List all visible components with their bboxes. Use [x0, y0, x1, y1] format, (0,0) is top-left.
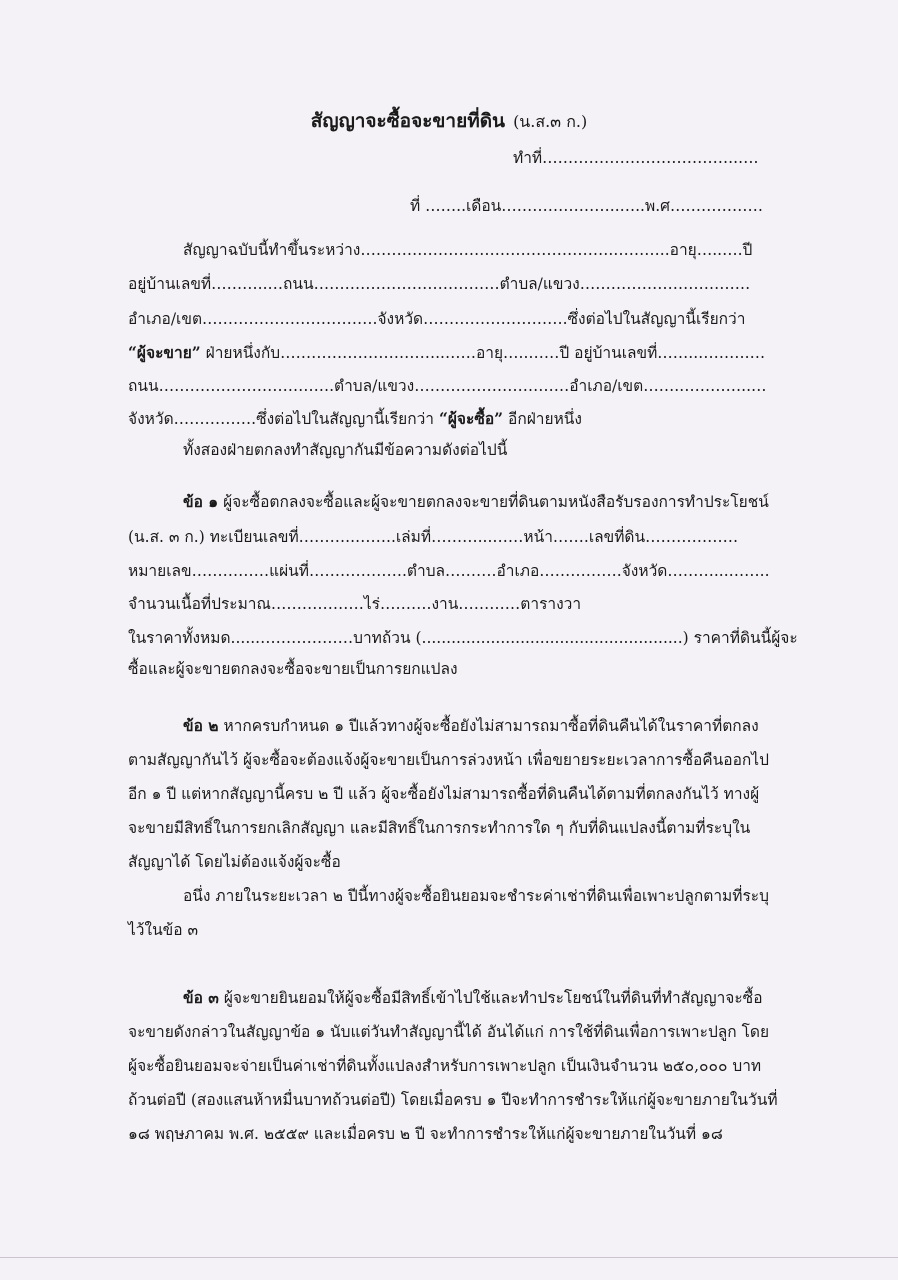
seller-line-rest: ฝ่ายหนึ่งกับ…………………………..……อายุ…..……ปี อยู่บ้านเลขที่……..……….…: [200, 344, 766, 362]
buyer-line: [128, 409, 582, 429]
title-text: สัญญาจะซื้อจะขายที่ดิน: [310, 110, 506, 132]
clause2-line: สัญญาได้ โดยไม่ต้องแจ้งผู้จะซื้อ: [128, 853, 341, 871]
clause3-line: ผู้จะซื้อยินยอมจะจ่ายเป็นค่าเช่าที่ดินทั้งแปลงสำหรับการเพาะปลูก เป็นเงินจำนวน ๒๕๐,๐๐๐ บาท: [128, 1057, 762, 1075]
clause3-heading: ข้อ ๓: [183, 988, 219, 1007]
clause1-line: ในราคาทั้งหมด......………………บาทถ้วน (.....................................................) ราคาที่ดินนี้ผู้จะ: [128, 629, 798, 647]
clause2-heading: ข้อ ๒: [183, 716, 219, 735]
clause1-first-text: ผู้จะซื้อตกลงจะซื้อและผู้จะขายตกลงจะขายที่ดินตามหนังสือรับรองการทำประโยชน์: [218, 493, 769, 511]
seller-term: “ผู้จะขาย”: [128, 343, 201, 362]
clause2-line: จะขายมีสิทธิ์ในการยกเลิกสัญญา และมีสิทธิ์ในการกระทำการใด ๆ กับที่ดินแปลงนี้ตามที่ระบุใน: [128, 819, 751, 837]
buyer-line-before: จังหวัด…………….ซึ่งต่อไปในสัญญานี้เรียกว่า: [128, 410, 439, 428]
clause3-line: ถ้วนต่อปี (สองแสนห้าหมื่นบาทถ้วนต่อปี) โดยเมื่อครบ ๑ ปีจะทำการชำระให้แก่ผู้จะขายภายในวันที่: [128, 1091, 778, 1109]
clause2-extra-first: อนึ่ง ภายในระยะเวลา ๒ ปีนี้ทางผู้จะซื้อยินยอมจะชำระค่าเช่าที่ดินเพื่อเพาะปลูกตามที่ระบุ: [183, 887, 769, 905]
document-title: [0, 108, 898, 135]
seller-line: [128, 343, 765, 363]
page-bottom-edge: [0, 1257, 898, 1258]
intro-line-1: สัญญาฉบับนี้ทำขึ้นระหว่าง………………………………………….………..อายุ…..….ปี: [183, 241, 753, 259]
date-line: ที่ ……..เดือน…………………..…..พ.ศ………………: [410, 197, 763, 215]
both-parties-line: ทั้งสองฝ่ายตกลงทำสัญญากันมีข้อความดังต่อไปนี้: [183, 441, 508, 459]
clause2-first-text: หากครบกำหนด ๑ ปีแล้วทางผู้จะซื้อยังไม่สามารถมาซื้อที่ดินคืนได้ในราคาที่ตกลง: [218, 717, 759, 735]
clause1-heading: ข้อ ๑: [183, 492, 219, 511]
buyer-term: “ผู้จะซื้อ”: [438, 409, 504, 428]
clause3-line: ๑๘ พฤษภาคม พ.ศ. ๒๕๕๙ และเมื่อครบ ๒ ปี จะทำการชำระให้แก่ผู้จะขายภายในวันที่ ๑๘: [128, 1125, 723, 1143]
title-subtitle: (น.ส.๓ ก.): [513, 112, 588, 131]
clause1-line: หมายเลข……………แผ่นที่……………….ตำบล……….อำเภอ…………….จังหวัด………...……..: [128, 562, 770, 580]
clause1-first-line: [183, 492, 769, 512]
clause2-extra-second: ไว้ในข้อ ๓: [128, 921, 199, 939]
clause3-line: จะขายดังกล่าวในสัญญาข้อ ๑ นับแต่วันทำสัญญานี้ได้ อันได้แก่ การใช้ที่ดินเพื่อการเพาะปลูก โดย: [128, 1023, 770, 1041]
buyer-line-after: อีกฝ่ายหนึ่ง: [503, 410, 582, 428]
clause2-first-line: [183, 716, 759, 736]
clause3-first-line: [183, 988, 763, 1008]
clause3-first-text: ผู้จะขายยินยอมให้ผู้จะซื้อมีสิทธิ์เข้าไปใช้และทำประโยชน์ในที่ดินที่ทำสัญญาจะซื้อ: [218, 989, 763, 1007]
clause2-line: ตามสัญญากันไว้ ผู้จะซื้อจะต้องแจ้งผู้จะขายเป็นการล่วงหน้า เพื่อขยายระยะเวลาการซื้อคืนออกไป: [128, 751, 769, 769]
clause2-line: อีก ๑ ปี แต่หากสัญญานี้ครบ ๒ ปี แล้ว ผู้จะซื้อยังไม่สามารถซื้อที่ดินคืนได้ตามที่ตกลงกันไว้ ทางผู้: [128, 785, 760, 803]
road-line: ถนน…………………………….ตำบล/แขวง…………………………อำเภอ/เขต…….…………..…: [128, 377, 767, 395]
clause1-line: (น.ส. ๓ ก.) ทะเบียนเลขที่………..……..เล่มที่………...……หน้า…….เลขที่ดิน………………: [128, 528, 739, 546]
made-at-line: ทำที่………………………………..….: [513, 149, 759, 167]
intro-line-3: อำเภอ/เขต…………………………….จังหวัด……………………….ซึ่งต่อไปในสัญญานี้เรียกว่า: [128, 310, 746, 328]
clause1-line: จำนวนเนื้อที่ประมาณ………………ไร่……….งาน…………ตารางวา: [128, 595, 582, 613]
intro-line-2: อยู่บ้านเลขที่………..…ถนน………………………………ตำบล/แขวง……………………………: [128, 275, 751, 293]
clause1-line: ซื้อและผู้จะขายตกลงจะซื้อจะขายเป็นการยกแปลง: [128, 660, 458, 678]
